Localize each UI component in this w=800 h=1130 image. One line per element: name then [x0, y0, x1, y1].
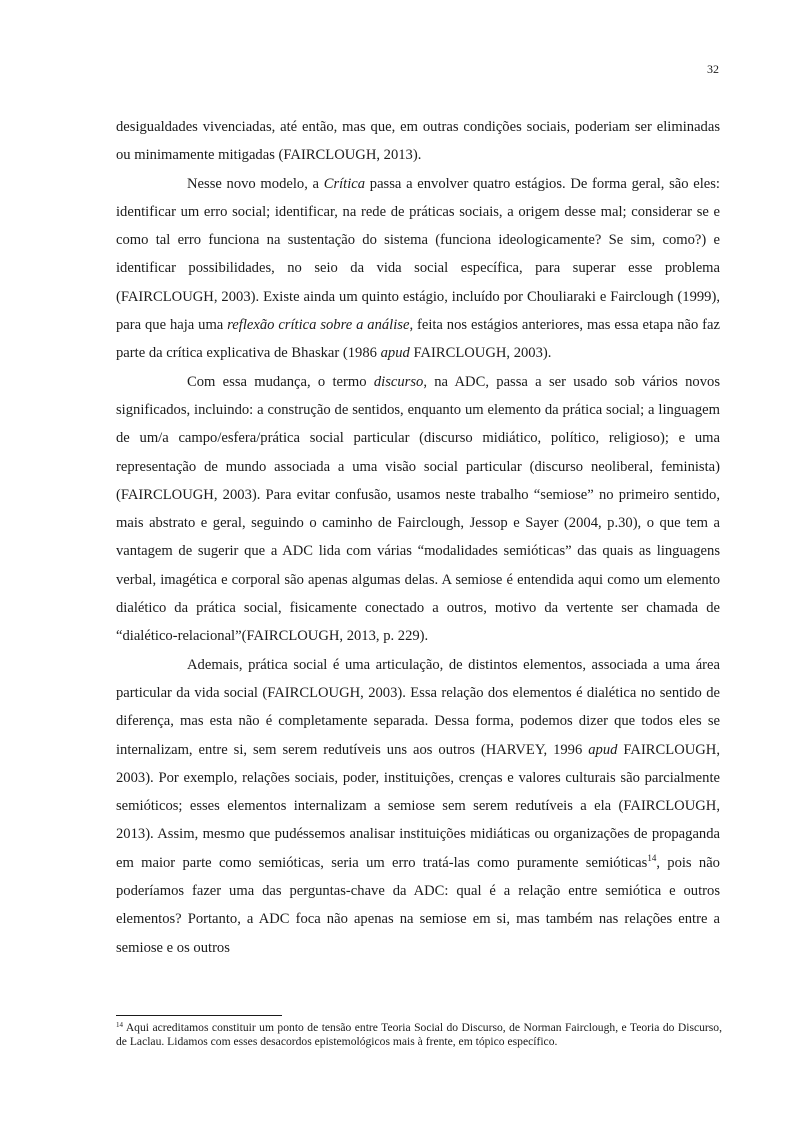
text-run: Ademais, prática social é uma articulação, de distintos elementos, associada a uma área particular da vida social (FAIRCLOUGH, 2003). Essa relação dos elementos é dialética no sentido de diferença, mas esta não é completamente separada. Dessa forma, podemos dizer que todos eles se internalizam, entre si, sem serem redutíveis uns aos outros (HARVEY, 1996	[116, 656, 720, 758]
italic-term: apud	[588, 741, 618, 758]
italic-term: discurso	[373, 373, 424, 390]
paragraph	[116, 651, 720, 962]
text-run: Com essa mudança, o termo	[187, 373, 374, 390]
paragraph	[116, 170, 720, 368]
italic-term: apud	[380, 345, 410, 362]
text-run: FAIRCLOUGH, 2003).	[409, 345, 552, 362]
footnote-text: Aqui acreditamos constituir um ponto de tensão entre Teoria Social do Discurso, de Norman Fairclough, e Teoria do Discurso, de Laclau. Lidamos com esses desacordos epistemológicos mais à frente, em tópico específico.	[116, 1021, 722, 1048]
page-number: 32	[707, 62, 719, 76]
text-run: desigualdades vivenciadas, até então, mas que, em outras condições sociais, poderiam ser eliminadas ou minimamente mitigadas (FAIRCLOUGH, 2013).	[116, 119, 720, 164]
text-run: , feita nos estágios anteriores, mas essa etapa não faz parte da crítica explicativa de Bhaskar (1986	[116, 317, 720, 362]
footnote	[116, 1021, 722, 1049]
text-run: , pois não poderíamos fazer uma das perguntas-chave da ADC: qual é a relação entre semiótica e outros elementos? Portanto, a ADC foca não apenas na semiose em si, mas também nas relações entre a semiose e os outros	[116, 854, 720, 956]
italic-term: reflexão crítica sobre a análise	[227, 317, 410, 334]
footnote-marker: 14	[116, 1021, 123, 1029]
footnote-divider	[116, 1015, 282, 1016]
text-run: FAIRCLOUGH, 2003). Por exemplo, relações sociais, poder, instituições, crenças e valores culturais são parcialmente semióticos; esses elementos internalizam a semiose sem serem redutíveis a ela (FAIRCLOUGH, 2013). Assim, mesmo que pudéssemos analisar instituições midiáticas ou organizações de propaganda em maior parte como semióticas, seria um erro tratá-las como puramente semióticas	[116, 741, 720, 871]
text-run: passa a envolver quatro estágios. De forma geral, são eles: identificar um erro social; identificar, na rede de práticas sociais, a origem desse mal; considerar se e como tal erro funciona na sustentação do sistema (funciona ideologicamente? Se sim, como?) e identificar possibilidades, no seio da vida social específica, para superar esse problema (FAIRCLOUGH, 2003). Existe ainda um quinto estágio, incluído por Chouliaraki e Fairclough (1999), para que haja uma	[116, 175, 720, 334]
paragraph	[116, 368, 720, 651]
footnote-reference: 14	[647, 852, 657, 863]
body-text	[116, 113, 720, 962]
italic-term: Crítica	[323, 175, 366, 192]
paragraph	[116, 113, 720, 170]
text-run: , na ADC, passa a ser usado sob vários novos significados, incluindo: a construção de sentidos, enquanto um elemento da prática social; a linguagem de um/a campo/esfera/prática social particular (discurso midiático, político, religioso); e uma representação de mundo associada a uma visão social particular (discurso neoliberal, feminista) (FAIRCLOUGH, 2003). Para evitar confusão, usamos neste trabalho “semiose” no primeiro sentido, mais abstrato e geral, seguindo o caminho de Fairclough, Jessop e Sayer (2004, p.30), o que tem a vantagem de sugerir que a ADC lida com várias “modalidades semióticas” das quais as linguagens verbal, imagética e corporal são apenas algumas delas. A semiose é entendida aqui como um elemento dialético da prática social, fisicamente conectado a outros, motivo da vertente ser chamada de “dialético-relacional”(FAIRCLOUGH, 2013, p. 229).	[116, 373, 720, 645]
text-run: Nesse novo modelo, a	[187, 175, 324, 192]
